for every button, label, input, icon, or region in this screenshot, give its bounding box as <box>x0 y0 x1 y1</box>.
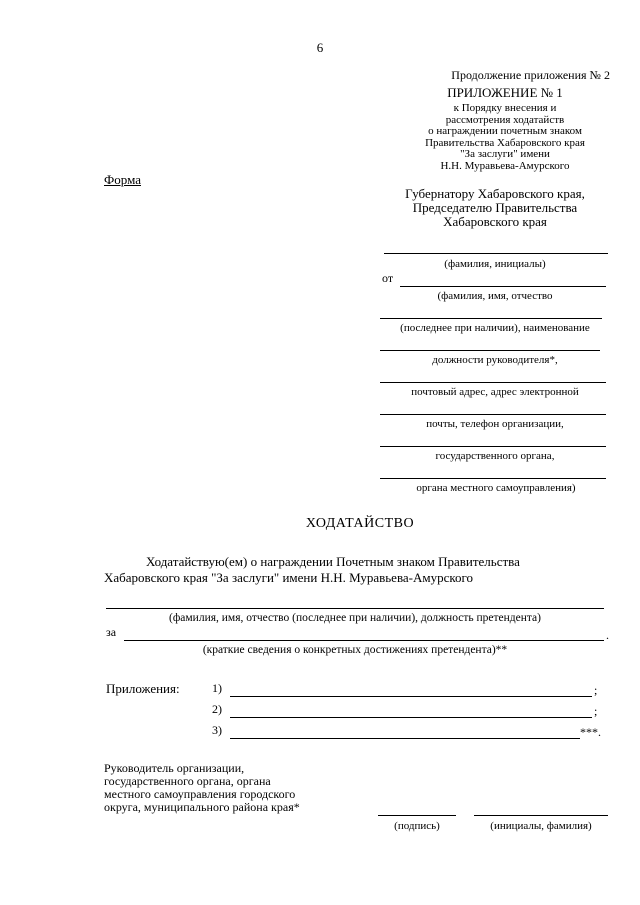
attachment-end: ; <box>594 704 598 718</box>
addressee-line: Хабаровского края <box>443 214 547 229</box>
surname-caption: (фамилия, инициалы) <box>444 258 546 270</box>
appendix-subtitle-line: к Порядку внесения и <box>453 102 557 114</box>
petition-title: ХОДАТАЙСТВО <box>305 516 415 531</box>
name-caption: (инициалы, фамилия) <box>490 820 592 832</box>
attachments-label: Приложения: <box>106 681 180 696</box>
email-line[interactable] <box>380 414 606 415</box>
for-label: за <box>106 625 117 639</box>
petition-text-line: Хабаровского края "За заслуги" имени Н.Н. Муравьева-Амурского <box>104 570 474 585</box>
addressee-line: Губернатору Хабаровского края, <box>405 186 585 201</box>
attachment-line[interactable] <box>230 717 592 718</box>
achievements-line[interactable] <box>124 640 604 641</box>
attachment-number: 2) <box>212 702 222 716</box>
appendix-title: ПРИЛОЖЕНИЕ № 1 <box>447 85 563 100</box>
name-line[interactable] <box>474 815 608 816</box>
petition-text <box>104 554 612 586</box>
signature-label-line: Руководитель организации, <box>104 761 245 775</box>
head-position-line[interactable] <box>380 350 600 351</box>
postal-address-line[interactable] <box>380 382 606 383</box>
addressee <box>380 187 610 229</box>
appendix-continuation: Продолжение приложения № 2 <box>451 68 610 82</box>
state-body-caption: государственного органа, <box>435 450 555 462</box>
fio-line[interactable] <box>400 286 606 287</box>
appendix-subtitle <box>380 103 630 172</box>
head-signature-label <box>104 762 374 814</box>
petition-text-line: Ходатайствую(ем) о награждении Почетным знаком Правительства <box>146 554 520 569</box>
signature-label-part: органа <box>236 774 271 788</box>
from-label: от <box>382 271 394 285</box>
postal-address-caption: почтовый адрес, адрес электронной <box>411 386 579 398</box>
state-body-line[interactable] <box>380 446 606 447</box>
appendix-subtitle-line: Правительства Хабаровского края <box>425 136 585 149</box>
appendix-subtitle-line: рассмотрения ходатайств <box>445 113 565 126</box>
appendix-subtitle-line: "За заслуги" имени <box>460 148 550 160</box>
attachment-end: ; <box>594 683 598 697</box>
attachment-number: 3) <box>212 723 222 737</box>
signature-label-line: местного самоуправления городского <box>104 787 296 801</box>
attachment-number: 1) <box>212 681 222 695</box>
signature-caption: (подпись) <box>394 820 440 832</box>
fio-caption: (фамилия, имя, отчество <box>437 290 553 302</box>
candidate-caption: (фамилия, имя, отчество (последнее при наличии), должность претендента) <box>169 612 541 624</box>
local-body-line[interactable] <box>380 478 606 479</box>
end-dot: . <box>606 628 609 642</box>
signature-label-part: государственного органа, <box>104 774 234 788</box>
email-phone-caption: почты, телефон организации, <box>426 418 564 430</box>
signature-line[interactable] <box>378 815 456 816</box>
attachment-line[interactable] <box>230 738 580 739</box>
if-any-caption: (последнее при наличии), наименование <box>400 322 590 334</box>
candidate-line[interactable] <box>106 608 604 609</box>
local-body-caption: органа местного самоуправления) <box>416 482 576 494</box>
fio-continued-line[interactable] <box>380 318 602 319</box>
surname-line[interactable] <box>384 253 608 254</box>
attachment-end: ***. <box>580 725 601 739</box>
head-position-caption: должности руководителя*, <box>432 354 558 366</box>
page-number: 6 <box>316 40 324 55</box>
signature-label-line: округа, муниципального района края* <box>104 800 300 814</box>
attachment-line[interactable] <box>230 696 592 697</box>
form-label: Форма <box>104 172 141 187</box>
addressee-line: Председателю Правительства <box>412 200 578 215</box>
appendix-subtitle-line: Н.Н. Муравьева-Амурского <box>440 159 570 172</box>
achievements-caption: (краткие сведения о конкретных достижениях претендента)** <box>202 644 508 656</box>
appendix-subtitle-line: о награждении почетным знаком <box>428 125 582 137</box>
